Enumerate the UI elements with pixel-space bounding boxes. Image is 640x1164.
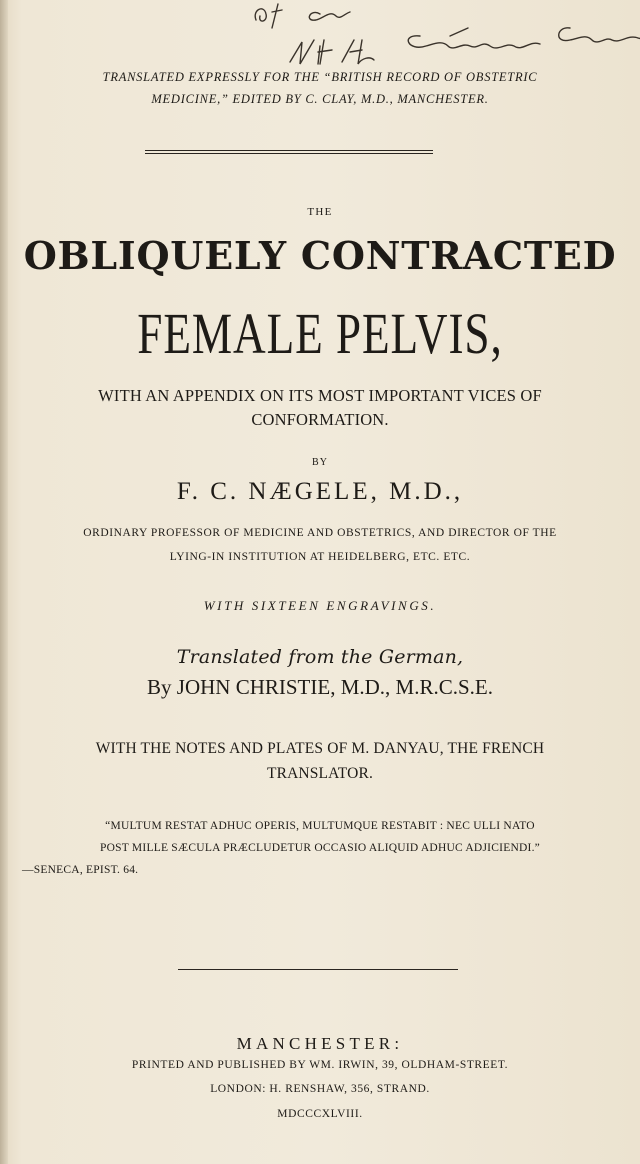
handwritten-inscription [250, 0, 640, 72]
author-affiliation-1: ORDINARY PROFESSOR OF MEDICINE AND OBSTETRICS, AND DIRECTOR OF THE [83, 527, 557, 539]
author-affiliation-2: LYING-IN INSTITUTION AT HEIDELBERG, ETC. ETC. [169, 551, 471, 563]
author-by: BY [312, 457, 328, 468]
title-line-2: FEMALE PELVIS, [137, 301, 503, 366]
translated-from: Translated from the German, [176, 646, 464, 668]
engravings-note: WITH SIXTEEN ENGRAVINGS. [203, 598, 437, 613]
title-line-1: OBLIQUELY CONTRACTED [23, 233, 617, 278]
epigraph-line-2: POST MILLE SÆCULA PRÆCLUDETUR OCCASIO ALIQUID ADHUC ADJICIENDI.” [99, 842, 541, 854]
binding-shadow [0, 0, 8, 1164]
header-rule [145, 150, 433, 154]
epigraph-attribution: —SENECA, EPIST. 64. [22, 864, 139, 876]
imprint-rule [178, 969, 458, 970]
translator-name: By JOHN CHRISTIE, M.D., M.R.C.S.E. [147, 675, 493, 699]
notes-line-2: TRANSLATOR. [266, 765, 374, 782]
imprint-date: MDCCCXLVIII. [277, 1108, 363, 1120]
title-the: THE [307, 206, 333, 218]
imprint-city: MANCHESTER: [236, 1034, 404, 1053]
imprint-printer: PRINTED AND PUBLISHED BY WM. IRWIN, 39, OLDHAM-STREET. [131, 1059, 509, 1071]
imprint-london: LONDON: H. RENSHAW, 356, STRAND. [210, 1083, 430, 1095]
epigraph-line-1: “MULTUM RESTAT ADHUC OPERIS, MULTUMQUE RESTABIT : NEC ULLI NATO [105, 820, 535, 832]
header-line-2: MEDICINE,” EDITED BY C. CLAY, M.D., MANCHESTER. [151, 92, 489, 106]
author-name: F. C. NÆGELE, M.D., [176, 478, 464, 505]
header-line-1: TRANSLATED EXPRESSLY FOR THE “BRITISH RECORD OF OBSTETRIC [102, 70, 538, 84]
notes-line-1: WITH THE NOTES AND PLATES OF M. DANYAU, THE FRENCH [95, 740, 545, 757]
subtitle-line-1: WITH AN APPENDIX ON ITS MOST IMPORTANT VICES OF [98, 386, 542, 405]
subtitle-line-2: CONFORMATION. [251, 410, 389, 429]
